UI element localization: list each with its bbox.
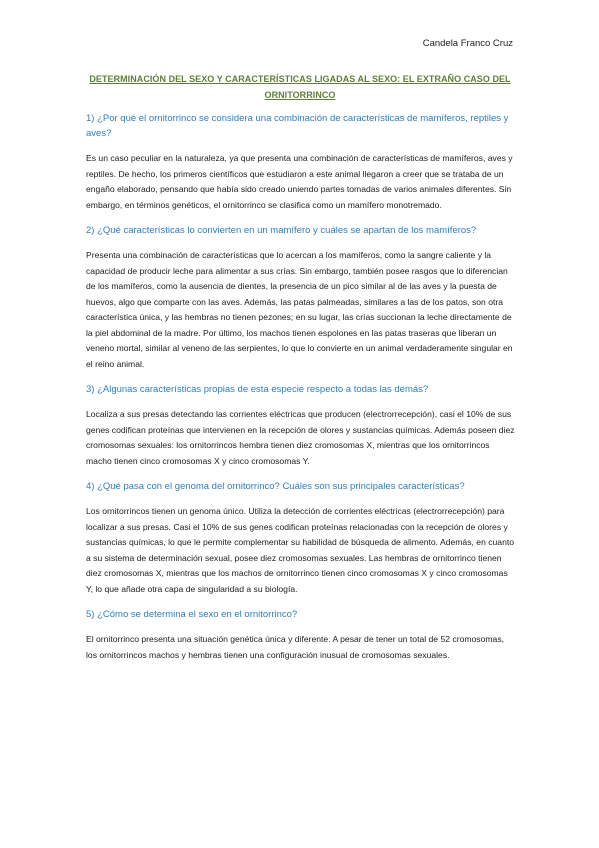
document-body: [86, 111, 516, 673]
answer-4: Los ornitorrincos tienen un genoma único. Utiliza la detección de corrientes eléctricas (electrorrecepción) para localizar a sus presas. Casi el 10% de sus genes codifican proteínas relacionadas con la recepción de olores y sustancias químicas, lo que le permite complementar su habilidad de búsqueda de alimento. Además, en cuanto a su sistema de determinación sexual, posee diez cromosomas sexuales. Las hembras de ornitorrinco tienen diez cromosomas X, mientras que los machos de ornitorrinco tienen cinco cromosomas X y cinco cromosomas Y, lo que añade otra capa de singularidad a su biología.: [86, 506, 515, 594]
document-title: DETERMINACIÓN DEL SEXO Y CARACTERÍSTICAS LIGADAS AL SEXO: EL EXTRAÑO CASO DEL ORNITORRINCO: [89, 74, 511, 100]
answer-5: El ornitorrinco presenta una situación genética única y diferente. A pesar de tener un total de 52 cromosomas, los ornitorrincos machos y hembras tienen una configuración inusual de cromosomas sexuales.: [86, 634, 505, 660]
question-4: 4) ¿Qué pasa con el genoma del ornitorrinco? Cuáles son sus principales características?: [86, 481, 465, 492]
answer-2: Presenta una combinación de características que lo acercan a los mamíferos, como la sangre caliente y la capacidad de producir leche para alimentar a sus crías. Sin embargo, también posee rasgos que lo diferencian de los mamíferos, como la ausencia de dientes, la presencia de un pico similar al de las aves y la puesta de huevos, algo que comparte con las aves. Además, las patas palmeadas, similares a las de los patos, son otra característica única, y las hembras no tienen pezones; en su lugar, las crías succionan la leche directamente de la piel abdominal de la madre. Por último, los machos tienen espolones en las patas traseras que liberan un veneno mortal, similar al veneno de las serpientes, lo que lo convierte en un animal verdaderamente singular en el reino animal.: [86, 250, 513, 369]
question-2: 2) ¿Qué características lo convierten en un mamífero y cuáles se apartan de los mamíferos?: [86, 225, 477, 236]
author-name: Candela Franco Cruz: [422, 38, 513, 49]
answer-1: Es un caso peculiar en la naturaleza, ya que presenta una combinación de características de mamíferos, aves y reptiles. De hecho, los primeros científicos que estudiaron a este animal llegaron a creer que se trataba de un engaño elaborado, pensando que había sido creado uniendo partes tomadas de varios animales diferentes. Sin embargo, en términos genéticos, el ornitorrinco se clasifica como un mamífero monotremado.: [86, 153, 513, 210]
answer-3: Localiza a sus presas detectando las corrientes eléctricas que producen (electrorrecepción), casi el 10% de sus genes codifican proteínas que intervienen en la recepción de olores y sustancias químicas. Además poseen diez cromosomas sexuales: los ornitorrincos hembra tienen diez cromosomas X, mientras que los ornitorrincos macho tienen cinco cromosomas X y cinco cromosomas Y.: [86, 409, 515, 466]
question-3: 3) ¿Algunas características propias de esta especie respecto a todas las demás?: [86, 384, 429, 395]
question-5: 5) ¿Cómo se determina el sexo en el ornitorrinco?: [86, 609, 298, 620]
question-1: 1) ¿Por qué el ornitorrinco se considera una combinación de características de mamíferos, reptiles y aves?: [86, 113, 509, 139]
